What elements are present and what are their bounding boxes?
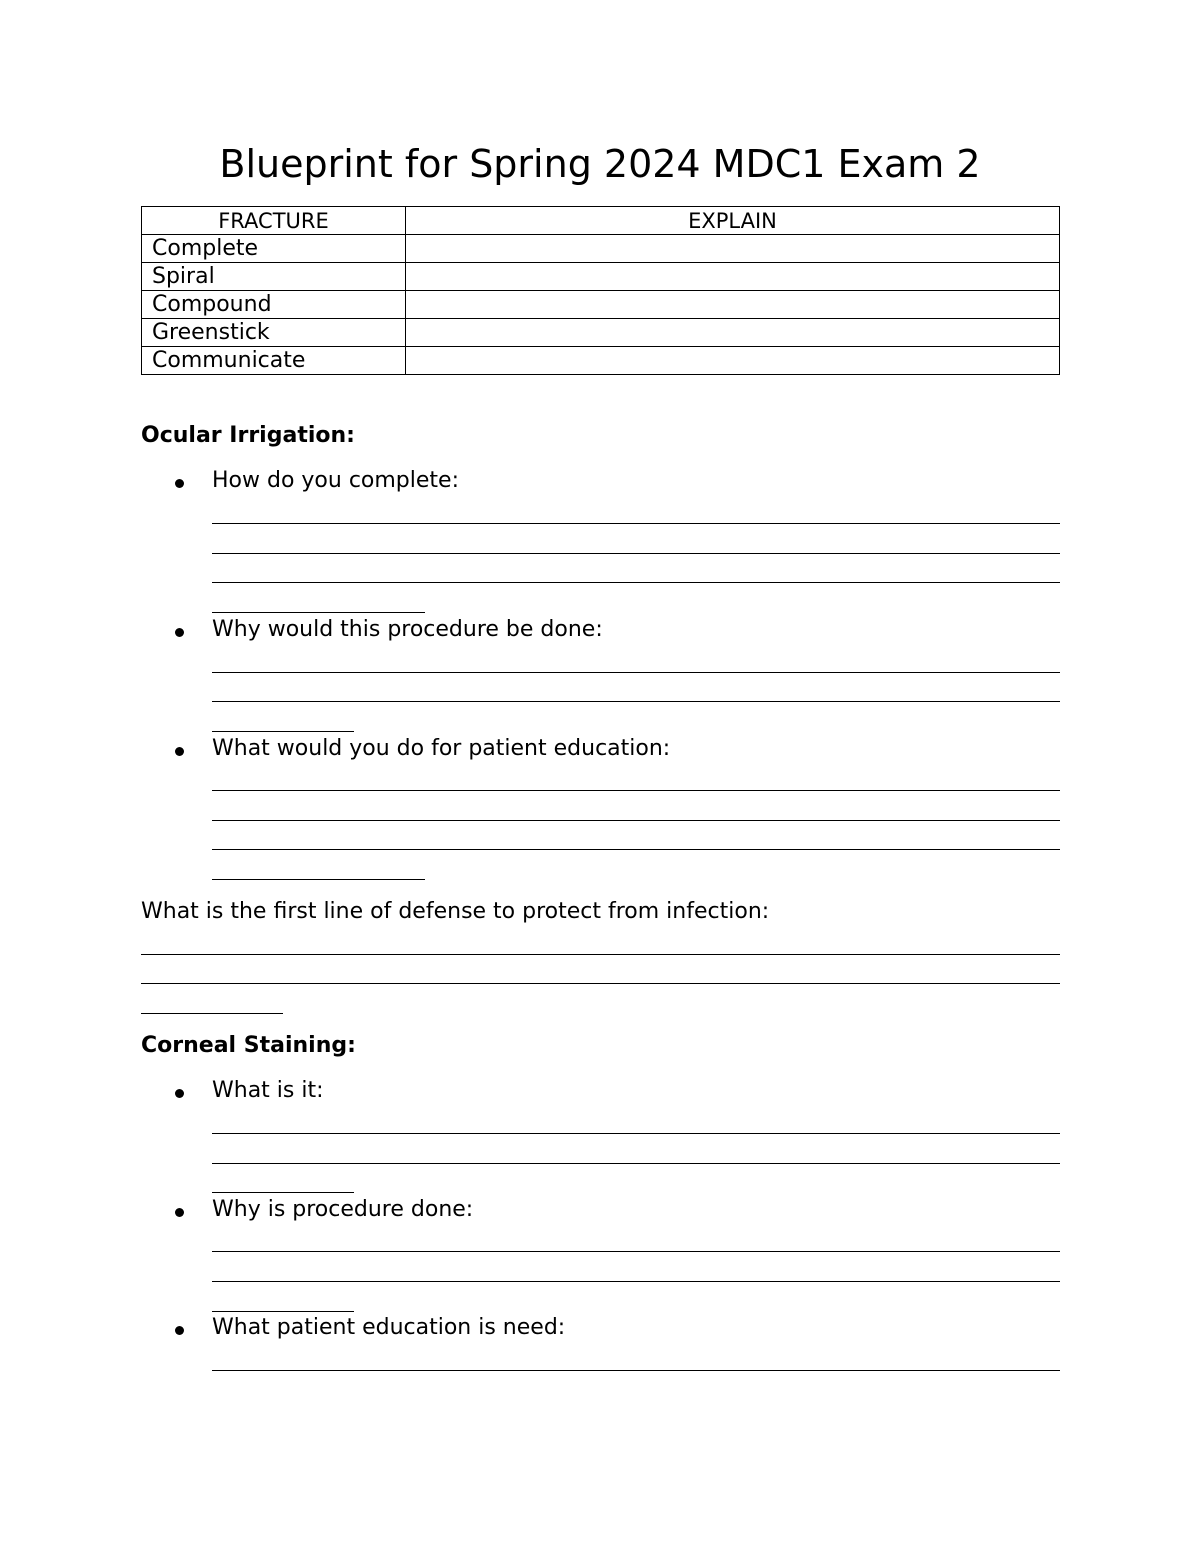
answer-line[interactable]	[212, 849, 1060, 850]
answer-line[interactable]	[141, 983, 1060, 984]
question-label: Why is procedure done:	[212, 1197, 474, 1222]
table-header-row	[142, 207, 1060, 235]
page-title: Blueprint for Spring 2024 MDC1 Exam 2	[219, 142, 981, 186]
answer-line[interactable]	[212, 1192, 354, 1193]
bullet-icon	[175, 479, 184, 488]
fracture-cell: Complete	[142, 235, 406, 263]
bullet-icon	[175, 628, 184, 637]
table-row	[142, 347, 1060, 375]
answer-line[interactable]	[141, 954, 1060, 955]
explain-cell[interactable]	[406, 263, 1060, 291]
answer-line[interactable]	[212, 1163, 1060, 1164]
question-label: What is it:	[212, 1078, 324, 1103]
answer-line[interactable]	[212, 1281, 1060, 1282]
answer-line[interactable]	[212, 790, 1060, 791]
fracture-cell: Communicate	[142, 347, 406, 375]
answer-line[interactable]	[212, 731, 354, 732]
answer-line[interactable]	[212, 1311, 354, 1312]
fracture-cell: Compound	[142, 291, 406, 319]
explain-cell[interactable]	[406, 319, 1060, 347]
column-header-explain: EXPLAIN	[406, 207, 1060, 235]
table-row	[142, 291, 1060, 319]
answer-line[interactable]	[212, 1133, 1060, 1134]
question-label: What would you do for patient education:	[212, 736, 671, 761]
answer-line[interactable]	[212, 523, 1060, 524]
answer-line[interactable]	[212, 1370, 1060, 1371]
answer-line[interactable]	[212, 1251, 1060, 1252]
fracture-cell: Greenstick	[142, 319, 406, 347]
fracture-cell: Spiral	[142, 263, 406, 291]
table-row	[142, 263, 1060, 291]
fracture-table	[141, 206, 1060, 375]
answer-line[interactable]	[212, 820, 1060, 821]
question-label: What patient education is need:	[212, 1315, 566, 1340]
bullet-icon	[175, 1208, 184, 1217]
answer-line[interactable]	[212, 672, 1060, 673]
bullet-icon	[175, 747, 184, 756]
answer-line[interactable]	[212, 879, 425, 880]
explain-cell[interactable]	[406, 235, 1060, 263]
answer-line[interactable]	[212, 553, 1060, 554]
question-label: Why would this procedure be done:	[212, 617, 603, 642]
column-header-fracture: FRACTURE	[142, 207, 406, 235]
answer-line[interactable]	[212, 701, 1060, 702]
explain-cell[interactable]	[406, 347, 1060, 375]
ocular-irrigation-heading: Ocular Irrigation:	[141, 423, 355, 448]
bullet-icon	[175, 1089, 184, 1098]
answer-line[interactable]	[212, 582, 1060, 583]
answer-line[interactable]	[212, 612, 425, 613]
answer-line[interactable]	[141, 1013, 283, 1014]
corneal-staining-heading: Corneal Staining:	[141, 1033, 356, 1058]
first-line-defense-question: What is the first line of defense to protect from infection:	[141, 899, 770, 924]
table-row	[142, 319, 1060, 347]
table-row	[142, 235, 1060, 263]
question-label: How do you complete:	[212, 468, 459, 493]
explain-cell[interactable]	[406, 291, 1060, 319]
bullet-icon	[175, 1326, 184, 1335]
